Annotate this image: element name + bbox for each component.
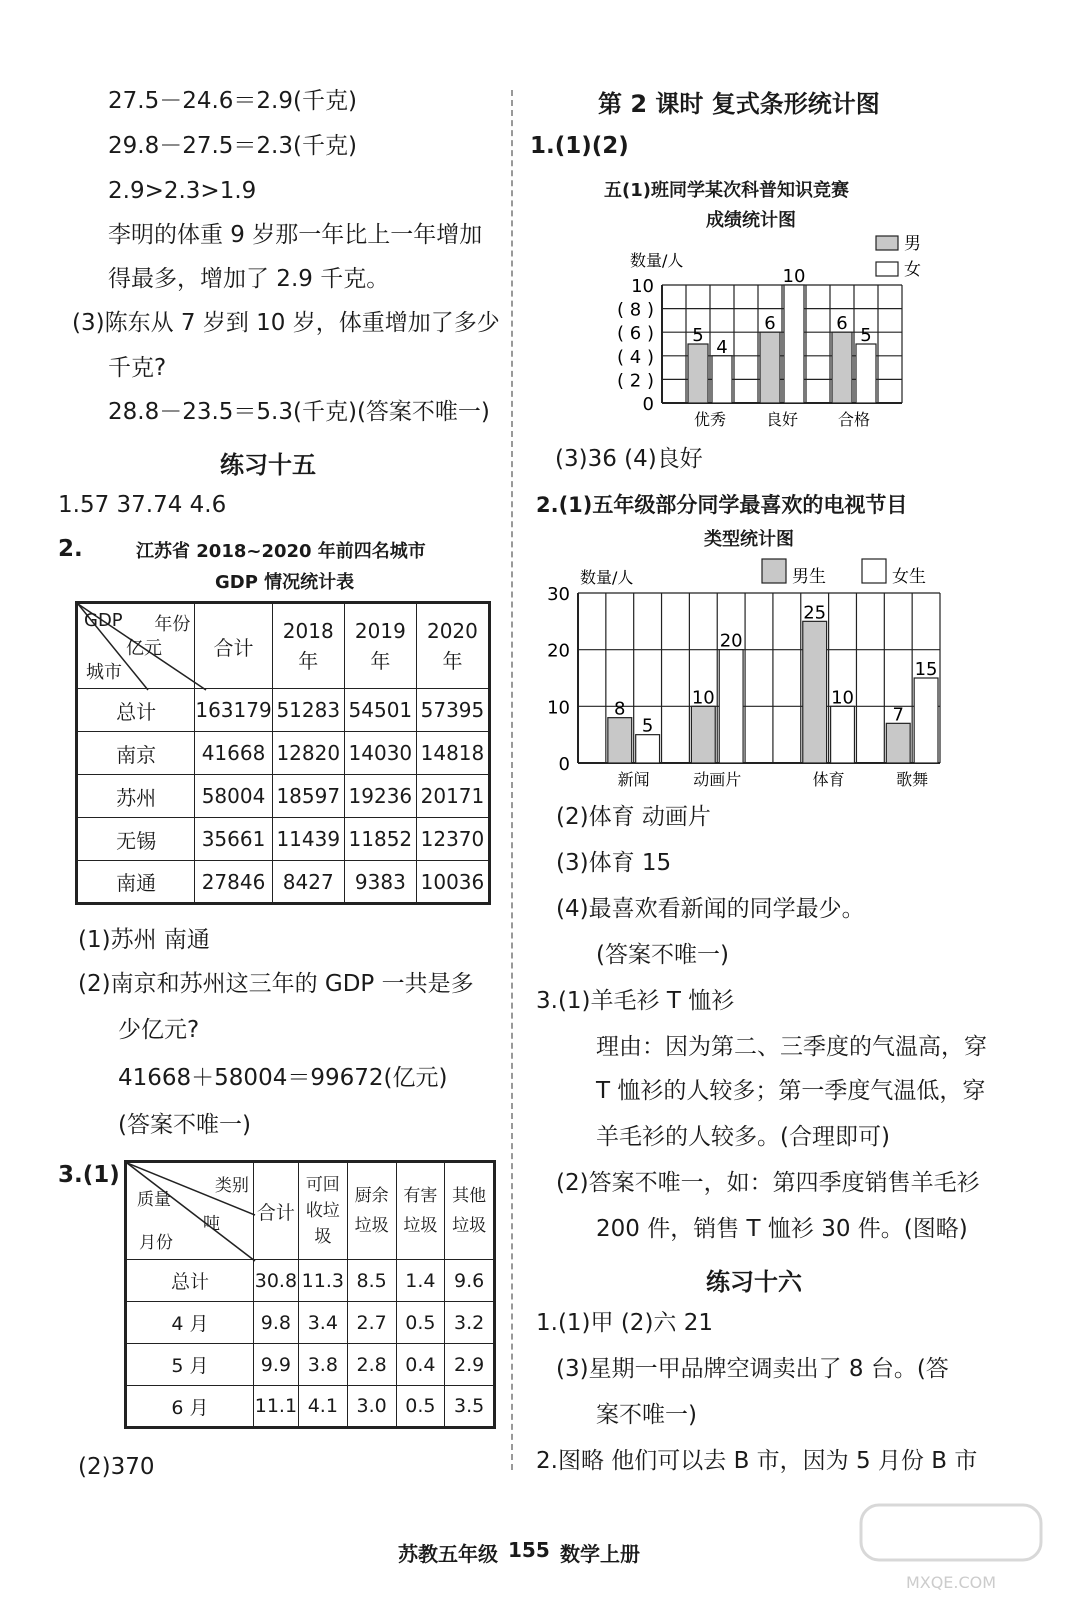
chart-score	[580, 228, 940, 428]
y-tick-label: ( 2 )	[617, 370, 654, 392]
corner-label: 城市	[86, 662, 122, 683]
header-cell: 合计	[195, 603, 272, 689]
bar	[856, 344, 876, 403]
bar	[831, 706, 855, 763]
answer-line: (4)最喜欢看新闻的同学最少。	[556, 896, 865, 922]
cell: 3.5	[445, 1386, 495, 1428]
row-label: 总计	[77, 689, 195, 732]
chart-title: 类型统计图	[704, 529, 794, 550]
bar	[914, 678, 938, 763]
y-tick-label: 30	[547, 584, 570, 605]
header-cell: 2019 年	[344, 603, 416, 689]
bar	[760, 332, 780, 403]
answer-line: 3.(1)羊毛衫 T 恤衫	[536, 988, 735, 1014]
header-cell: 可回 收垃 圾	[298, 1162, 347, 1260]
cell: 4.1	[298, 1386, 347, 1428]
cell: 0.5	[396, 1302, 445, 1344]
answer-line: 200 件，销售 T 恤衫 30 件。(图略)	[596, 1216, 968, 1242]
text-line: 28.8－23.5＝5.3(千克)(答案不唯一)	[108, 399, 490, 425]
table-corner	[77, 603, 195, 689]
answer-line: (答案不唯一)	[596, 942, 729, 968]
cell: 12820	[272, 732, 344, 775]
y-tick-label: 0	[558, 754, 570, 775]
legend-label: 男生	[792, 567, 826, 587]
answer-line: (1)苏州 南通	[78, 927, 210, 953]
cell: 11.1	[253, 1386, 298, 1428]
y-tick-label: ( 8 )	[617, 299, 654, 321]
answer-line: 2.(1)五年级部分同学最喜欢的电视节目	[536, 493, 908, 517]
header-cell: 2020 年	[416, 603, 489, 689]
table-title: 江苏省 2018~2020 年前四名城市	[136, 541, 426, 562]
y-tick-label: 20	[547, 640, 570, 662]
cell: 3.8	[298, 1344, 347, 1386]
table-row	[77, 818, 490, 861]
bar-value-label: 5	[860, 325, 872, 346]
answer-line: 案不唯一)	[596, 1402, 697, 1428]
text-line: (3)陈东从 7 岁到 10 岁，体重增加了多少	[72, 310, 500, 336]
answer-line: 1.(1)(2)	[530, 133, 629, 159]
cell: 3.4	[298, 1302, 347, 1344]
answer-line: 理由：因为第二、三季度的气温高，穿	[596, 1034, 987, 1060]
corner-label: 亿元	[126, 638, 162, 659]
y-axis-label: 数量/人	[630, 251, 684, 270]
y-axis-label: 数量/人	[580, 568, 634, 587]
row-label: 5 月	[126, 1344, 254, 1386]
row-label: 总计	[126, 1260, 254, 1302]
lesson-title: 第 2 课时 复式条形统计图	[598, 90, 880, 118]
x-tick-label: 歌舞	[896, 770, 929, 789]
answer-line: (3)36 (4)良好	[555, 446, 703, 472]
cell: 2.8	[347, 1344, 396, 1386]
bar-value-label: 20	[719, 630, 743, 652]
cell: 41668	[195, 732, 272, 775]
text-line: 27.5－24.6＝2.9(千克)	[108, 88, 357, 114]
chart-title: 五(1)班同学某次科普知识竞赛	[604, 180, 849, 201]
cell: 163179	[195, 689, 272, 732]
bar	[784, 285, 804, 403]
bar-value-label: 7	[892, 704, 904, 726]
cell: 9.6	[445, 1260, 495, 1302]
watermark-text: MXQE.COM	[905, 1573, 997, 1592]
y-tick-label: 10	[631, 276, 654, 297]
cell: 20171	[416, 775, 489, 818]
bar-value-label: 5	[641, 715, 654, 737]
bar-value-label: 10	[691, 687, 715, 709]
row-label: 6 月	[126, 1386, 254, 1428]
header-cell: 其他 垃圾	[445, 1162, 495, 1260]
bar	[688, 344, 708, 403]
page-number: 155	[508, 1538, 550, 1562]
cell: 35661	[195, 818, 272, 861]
answer-line: 羊毛衫的人较多。(合理即可)	[596, 1124, 890, 1150]
table-row	[126, 1260, 495, 1302]
cell: 54501	[344, 689, 416, 732]
x-tick-label: 体育	[812, 770, 845, 789]
bar	[691, 706, 715, 763]
bar	[803, 621, 827, 763]
answer-line: 2.图略 他们可以去 B 市，因为 5 月份 B 市	[536, 1448, 978, 1474]
answer-line: T 恤衫的人较多；第一季度气温低，穿	[596, 1078, 986, 1104]
cell: 2.9	[445, 1344, 495, 1386]
cell: 2.7	[347, 1302, 396, 1344]
chart-title: 成绩统计图	[706, 210, 796, 231]
corner-label: 年份	[154, 614, 191, 635]
text-line: 李明的体重 9 岁那一年比上一年增加	[108, 222, 483, 248]
section-title: 练习十六	[706, 1268, 802, 1296]
bar	[712, 356, 732, 403]
cell: 0.5	[396, 1386, 445, 1428]
question-number: 2.	[58, 536, 83, 562]
table-row	[126, 1302, 495, 1344]
corner-label: 吨	[203, 1214, 220, 1234]
answer-line: (2)370	[78, 1454, 155, 1480]
answer-line: 少亿元?	[118, 1017, 200, 1043]
answer-line: (2)体育 动画片	[556, 804, 711, 830]
row-label: 无锡	[77, 818, 195, 861]
cell: 14030	[344, 732, 416, 775]
bar-value-label: 10	[782, 266, 806, 287]
bar-value-label: 6	[836, 313, 848, 335]
x-tick-label: 动画片	[693, 770, 742, 789]
footer-book: 苏教五年级	[398, 1542, 498, 1566]
table-row	[77, 689, 490, 732]
bar-value-label: 15	[914, 659, 938, 680]
bar	[719, 650, 743, 763]
cell: 11852	[344, 818, 416, 861]
cell: 3.0	[347, 1386, 396, 1428]
cell: 3.2	[445, 1302, 495, 1344]
row-label: 南通	[77, 861, 195, 904]
table-row	[126, 1386, 495, 1428]
cell: 9383	[344, 861, 416, 904]
table-row	[126, 1344, 495, 1386]
legend-label: 女	[904, 260, 921, 280]
cell: 8.5	[347, 1260, 396, 1302]
cell: 10036	[416, 861, 489, 904]
question-number: 3.(1)	[58, 1162, 120, 1188]
bar	[832, 332, 852, 403]
header-cell: 厨余 垃圾	[347, 1162, 396, 1260]
bar-value-label: 25	[803, 602, 827, 624]
table-row	[77, 775, 490, 818]
header-cell: 2018 年	[272, 603, 344, 689]
cell: 30.8	[253, 1260, 298, 1302]
y-tick-label: 10	[547, 697, 570, 719]
corner-label: GDP	[84, 610, 123, 631]
cell: 27846	[195, 861, 272, 904]
y-tick-label: ( 4 )	[617, 346, 654, 368]
footer-subject: 数学上册	[560, 1542, 640, 1566]
bar	[636, 735, 660, 763]
cell: 1.4	[396, 1260, 445, 1302]
column-divider	[511, 90, 513, 1470]
watermark	[856, 1500, 1046, 1590]
cell: 19236	[344, 775, 416, 818]
cell: 58004	[195, 775, 272, 818]
table-row	[77, 861, 490, 904]
chart-tv	[547, 553, 950, 789]
gdp-table	[75, 601, 491, 905]
bar-value-label: 4	[716, 336, 728, 358]
table-title: GDP 情况统计表	[215, 572, 355, 593]
text-line: 2.9>2.3>1.9	[108, 178, 257, 204]
cell: 0.4	[396, 1344, 445, 1386]
legend-label: 女生	[892, 567, 926, 587]
text-line: 千克?	[108, 355, 167, 381]
cell: 12370	[416, 818, 489, 861]
text-line: 得最多，增加了 2.9 千克。	[108, 266, 390, 292]
bar-value-label: 6	[764, 313, 776, 335]
answer-line: (2)答案不唯一，如：第四季度销售羊毛衫	[556, 1170, 980, 1196]
cell: 51283	[272, 689, 344, 732]
x-tick-label: 新闻	[617, 770, 650, 789]
x-tick-label: 优秀	[693, 410, 727, 429]
cell: 8427	[272, 861, 344, 904]
cell: 18597	[272, 775, 344, 818]
legend-swatch	[876, 262, 898, 276]
corner-label: 类别	[214, 1176, 249, 1196]
cell: 9.9	[253, 1344, 298, 1386]
answer-1: 1.57 37.74 4.6	[58, 492, 227, 518]
row-label: 4 月	[126, 1302, 254, 1344]
answer-line: (2)南京和苏州这三年的 GDP 一共是多	[78, 971, 474, 997]
bar-value-label: 10	[831, 687, 854, 709]
section-title: 练习十五	[220, 451, 316, 479]
answer-line: 1.(1)甲 (2)六 21	[536, 1310, 713, 1336]
cell: 9.8	[253, 1302, 298, 1344]
table-row	[77, 732, 490, 775]
row-label: 苏州	[77, 775, 195, 818]
bar	[608, 718, 632, 763]
header-cell: 有害 垃圾	[396, 1162, 445, 1260]
watermark-logo	[856, 1500, 1046, 1570]
cell: 14818	[416, 732, 489, 775]
row-label: 南京	[77, 732, 195, 775]
text-line: 29.8－27.5＝2.3(千克)	[108, 133, 357, 159]
table-corner	[126, 1162, 254, 1260]
waste-table	[124, 1160, 496, 1429]
answer-line: (答案不唯一)	[118, 1112, 251, 1138]
answer-line: 41668＋58004＝99672(亿元)	[118, 1065, 448, 1091]
header-cell: 合计	[253, 1162, 298, 1260]
legend-swatch	[762, 559, 786, 583]
corner-label: 质量	[137, 1190, 171, 1210]
bar-value-label: 8	[614, 698, 626, 720]
corner-label: 月份	[139, 1233, 173, 1253]
x-tick-label: 合格	[837, 410, 871, 429]
answer-line: (3)星期一甲品牌空调卖出了 8 台。(答	[556, 1356, 949, 1382]
y-tick-label: 0	[642, 394, 654, 415]
x-tick-label: 良好	[765, 410, 799, 429]
legend-label: 男	[904, 234, 921, 254]
cell: 57395	[416, 689, 489, 732]
cell: 11.3	[298, 1260, 347, 1302]
legend-swatch	[862, 559, 886, 583]
legend-swatch	[876, 236, 898, 250]
bar-value-label: 5	[692, 325, 704, 346]
cell: 11439	[272, 818, 344, 861]
answer-line: (3)体育 15	[556, 850, 672, 876]
bar	[886, 723, 910, 763]
y-tick-label: ( 6 )	[617, 323, 654, 345]
